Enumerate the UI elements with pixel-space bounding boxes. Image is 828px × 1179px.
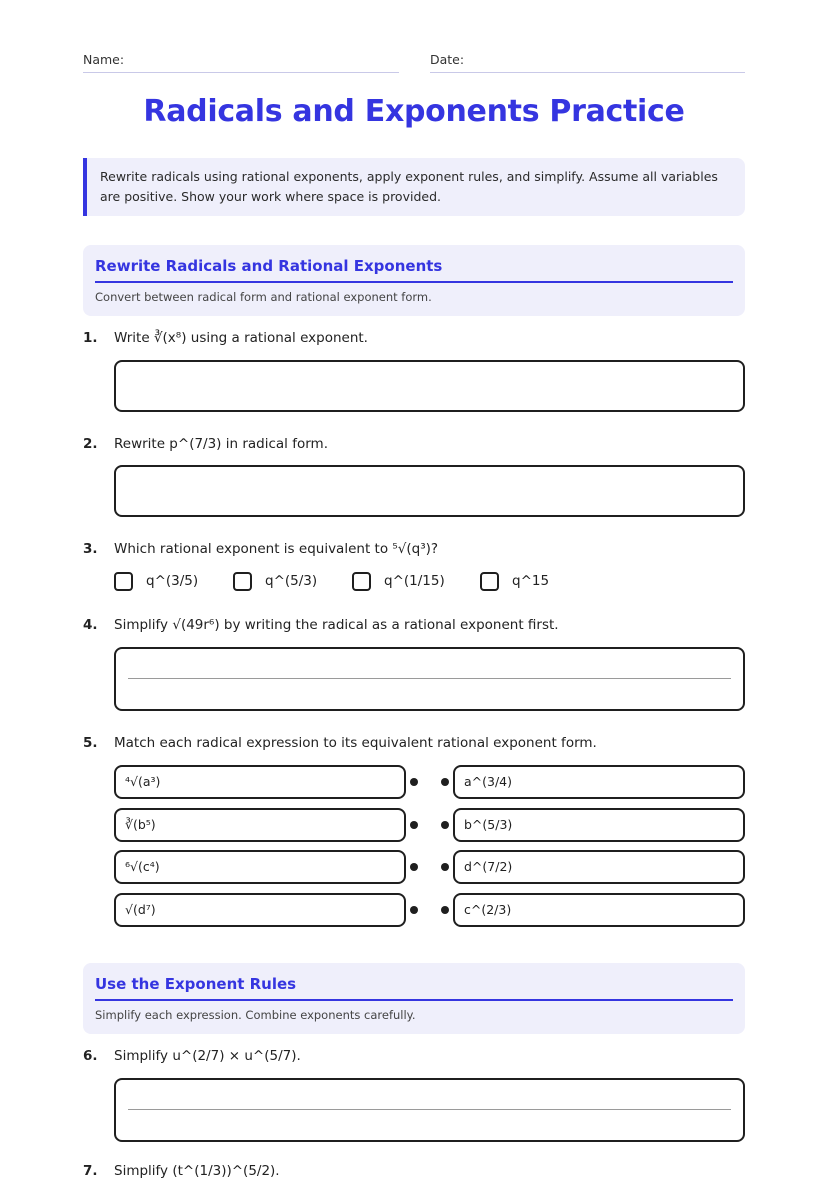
question-7 xyxy=(83,1163,280,1179)
match-dot[interactable] xyxy=(410,821,418,829)
section-title: Use the Exponent Rules xyxy=(95,975,297,993)
match-dot[interactable] xyxy=(410,906,418,914)
question-1 xyxy=(83,330,368,346)
question-5 xyxy=(83,735,597,751)
section-rule xyxy=(95,999,733,1001)
question-text: Match each radical expression to its equivalent rational exponent form. xyxy=(114,735,597,751)
writing-line xyxy=(128,678,731,679)
match-right-item[interactable]: c^(2/3) xyxy=(453,893,745,927)
match-dot[interactable] xyxy=(441,778,449,786)
question-2 xyxy=(83,436,328,452)
question-number: 6. xyxy=(83,1048,98,1064)
choice-label: q^(3/5) xyxy=(146,573,199,589)
checkbox[interactable] xyxy=(233,572,252,591)
checkbox[interactable] xyxy=(114,572,133,591)
date-line xyxy=(430,72,745,73)
answer-box-4[interactable] xyxy=(114,647,745,711)
section-description: Simplify each expression. Combine exponents carefully. xyxy=(95,1008,416,1022)
page-title: Radicals and Exponents Practice xyxy=(143,94,685,129)
question-number: 1. xyxy=(83,330,98,346)
checkbox[interactable] xyxy=(352,572,371,591)
match-dot[interactable] xyxy=(410,778,418,786)
match-right-item[interactable]: d^(7/2) xyxy=(453,850,745,884)
match-right-item[interactable]: b^(5/3) xyxy=(453,808,745,842)
match-dot[interactable] xyxy=(441,821,449,829)
match-right-item[interactable]: a^(3/4) xyxy=(453,765,745,799)
question-3 xyxy=(83,541,438,557)
instructions-box: Rewrite radicals using rational exponents, apply exponent rules, and simplify. Assume all variables are positive. Show your work where space is provided. xyxy=(83,158,745,216)
question-text: Simplify u^(2/7) × u^(5/7). xyxy=(114,1048,301,1064)
section-header-exponent-rules xyxy=(83,963,745,1034)
date-label: Date: xyxy=(430,52,465,67)
match-left-item[interactable]: ⁴√(a³) xyxy=(114,765,406,799)
answer-box-1[interactable] xyxy=(114,360,745,412)
match-left-item[interactable]: ∛(b⁵) xyxy=(114,808,406,842)
section-description: Convert between radical form and rational exponent form. xyxy=(95,290,432,304)
section-header-rewrite xyxy=(83,245,745,316)
question-number: 2. xyxy=(83,436,98,452)
question-number: 7. xyxy=(83,1163,98,1179)
writing-line xyxy=(128,1109,731,1110)
name-line xyxy=(83,72,399,73)
name-field[interactable] xyxy=(83,52,399,67)
answer-box-6[interactable] xyxy=(114,1078,745,1142)
match-dot[interactable] xyxy=(441,863,449,871)
question-text: Simplify √(49r⁶) by writing the radical as a rational exponent first. xyxy=(114,617,559,633)
choice-label: q^15 xyxy=(512,573,550,589)
question-number: 4. xyxy=(83,617,98,633)
question-4 xyxy=(83,617,559,633)
match-dot[interactable] xyxy=(410,863,418,871)
choice-label: q^(1/15) xyxy=(384,573,445,589)
question-text: Simplify (t^(1/3))^(5/2). xyxy=(114,1163,280,1179)
question-text: Which rational exponent is equivalent to ⁵√(q³)? xyxy=(114,541,439,557)
match-left-item[interactable]: ⁶√(c⁴) xyxy=(114,850,406,884)
answer-box-2[interactable] xyxy=(114,465,745,517)
question-number: 5. xyxy=(83,735,98,751)
date-field[interactable] xyxy=(430,52,745,67)
checkbox[interactable] xyxy=(480,572,499,591)
question-6 xyxy=(83,1048,301,1064)
match-left-item[interactable]: √(d⁷) xyxy=(114,893,406,927)
question-text: Write ∛(x⁸) using a rational exponent. xyxy=(114,330,368,346)
match-dot[interactable] xyxy=(441,906,449,914)
question-number: 3. xyxy=(83,541,98,557)
name-label: Name: xyxy=(83,52,125,67)
question-text: Rewrite p^(7/3) in radical form. xyxy=(114,436,328,452)
choice-label: q^(5/3) xyxy=(265,573,318,589)
section-title: Rewrite Radicals and Rational Exponents xyxy=(95,257,443,275)
section-rule xyxy=(95,281,733,283)
